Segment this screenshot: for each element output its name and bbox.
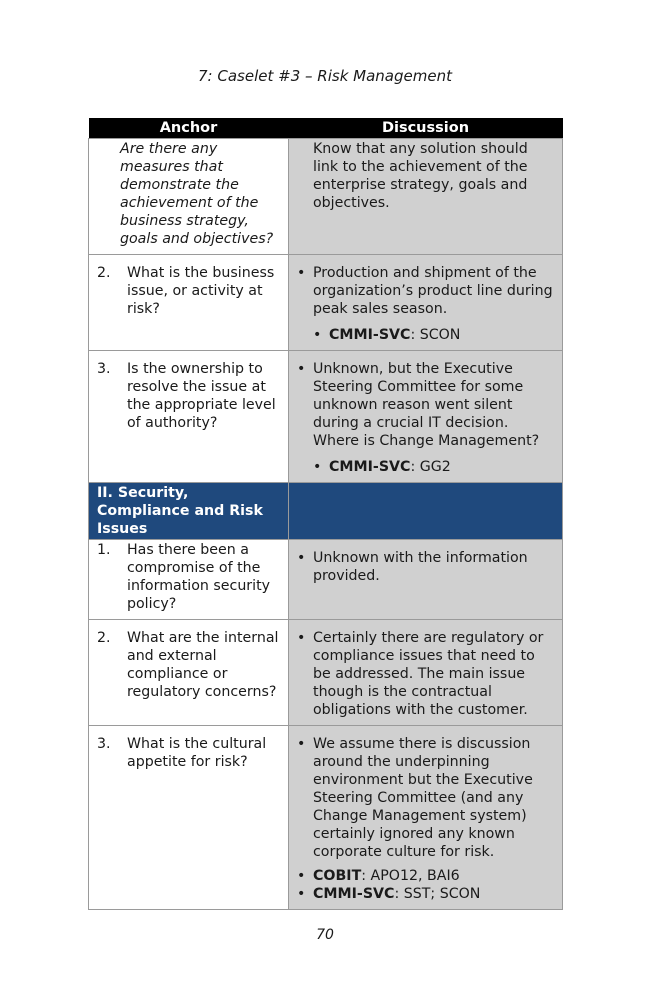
bullet-icon: •	[297, 265, 306, 281]
table-row	[89, 255, 563, 351]
discussion-cell	[289, 540, 563, 620]
question-number: 3.	[97, 736, 111, 752]
question-number: 2.	[97, 265, 111, 281]
anchor-discussion-table	[88, 118, 563, 910]
discussion-text: Production and shipment of the organization’s product line during peak sales season.	[313, 265, 553, 317]
running-header: 7: Caselet #3 – Risk Management	[198, 67, 452, 85]
question-number: 1.	[97, 542, 111, 558]
bullet-icon: •	[297, 550, 306, 566]
column-header-discussion: Discussion	[289, 118, 563, 139]
bullet-icon: •	[313, 459, 322, 475]
anchor-cell	[89, 351, 289, 483]
anchor-cell	[89, 255, 289, 351]
section-title: II. Security, Compliance and Risk Issues	[97, 485, 263, 537]
table-row	[89, 726, 563, 910]
framework-label: CMMI-SVC	[329, 459, 411, 475]
anchor-question: Is the ownership to resolve the issue at the appropriate level of authority?	[127, 361, 276, 431]
bullet-icon: •	[297, 736, 306, 752]
discussion-cell	[289, 139, 563, 255]
table-row	[89, 139, 563, 255]
question-number: 3.	[97, 361, 111, 377]
question-number: 2.	[97, 630, 111, 646]
discussion-cell	[289, 255, 563, 351]
framework-label: COBIT	[313, 868, 362, 884]
bullet-icon: •	[297, 868, 306, 884]
discussion-cell	[289, 726, 563, 910]
anchor-cell	[89, 726, 289, 910]
section-header-row	[89, 483, 563, 540]
table-row	[89, 351, 563, 483]
section-title-cell	[89, 483, 289, 540]
discussion-cell	[289, 620, 563, 726]
framework-reference: : SCON	[410, 327, 461, 343]
anchor-cell	[89, 139, 289, 255]
table-row	[89, 540, 563, 620]
anchor-cell	[89, 620, 289, 726]
framework-reference: : SST; SCON	[394, 886, 481, 902]
discussion-text: Know that any solution should link to the achievement of the enterprise strategy, goals and objectives.	[313, 141, 528, 211]
anchor-question: What is the business issue, or activity at risk?	[127, 265, 275, 317]
anchor-question: Has there been a compromise of the information security policy?	[127, 542, 271, 612]
framework-reference: : APO12, BAI6	[361, 868, 460, 884]
framework-reference: : GG2	[410, 459, 451, 475]
page-number: 70	[316, 927, 334, 943]
bullet-icon: •	[297, 361, 306, 377]
anchor-cell	[89, 540, 289, 620]
discussion-text: We assume there is discussion around the underpinning environment but the Executive Steering Committee (and any Change Management system) certainly ignored any known corporate culture for risk.	[313, 736, 533, 860]
table-header-row	[89, 118, 563, 139]
discussion-cell	[289, 351, 563, 483]
framework-label: CMMI-SVC	[313, 886, 395, 902]
discussion-text: Certainly there are regulatory or compliance issues that need to be addressed. The main issue though is the contractual obligations with the customer.	[313, 630, 544, 718]
anchor-question: Are there any measures that demonstrate the achievement of the business strategy, goals and objectives?	[120, 141, 274, 247]
bullet-icon: •	[297, 630, 306, 646]
discussion-text: Unknown, but the Executive Steering Committee for some unknown reason went silent during a crucial IT decision. Where is Change Management?	[313, 361, 540, 449]
column-header-anchor: Anchor	[89, 118, 289, 139]
bullet-icon: •	[313, 327, 322, 343]
table-row	[89, 620, 563, 726]
section-empty-cell	[289, 483, 563, 540]
framework-label: CMMI-SVC	[329, 327, 411, 343]
bullet-icon: •	[297, 886, 306, 902]
anchor-question: What are the internal and external compliance or regulatory concerns?	[127, 630, 279, 700]
discussion-text: Unknown with the information provided.	[313, 550, 528, 584]
anchor-question: What is the cultural appetite for risk?	[127, 736, 267, 770]
